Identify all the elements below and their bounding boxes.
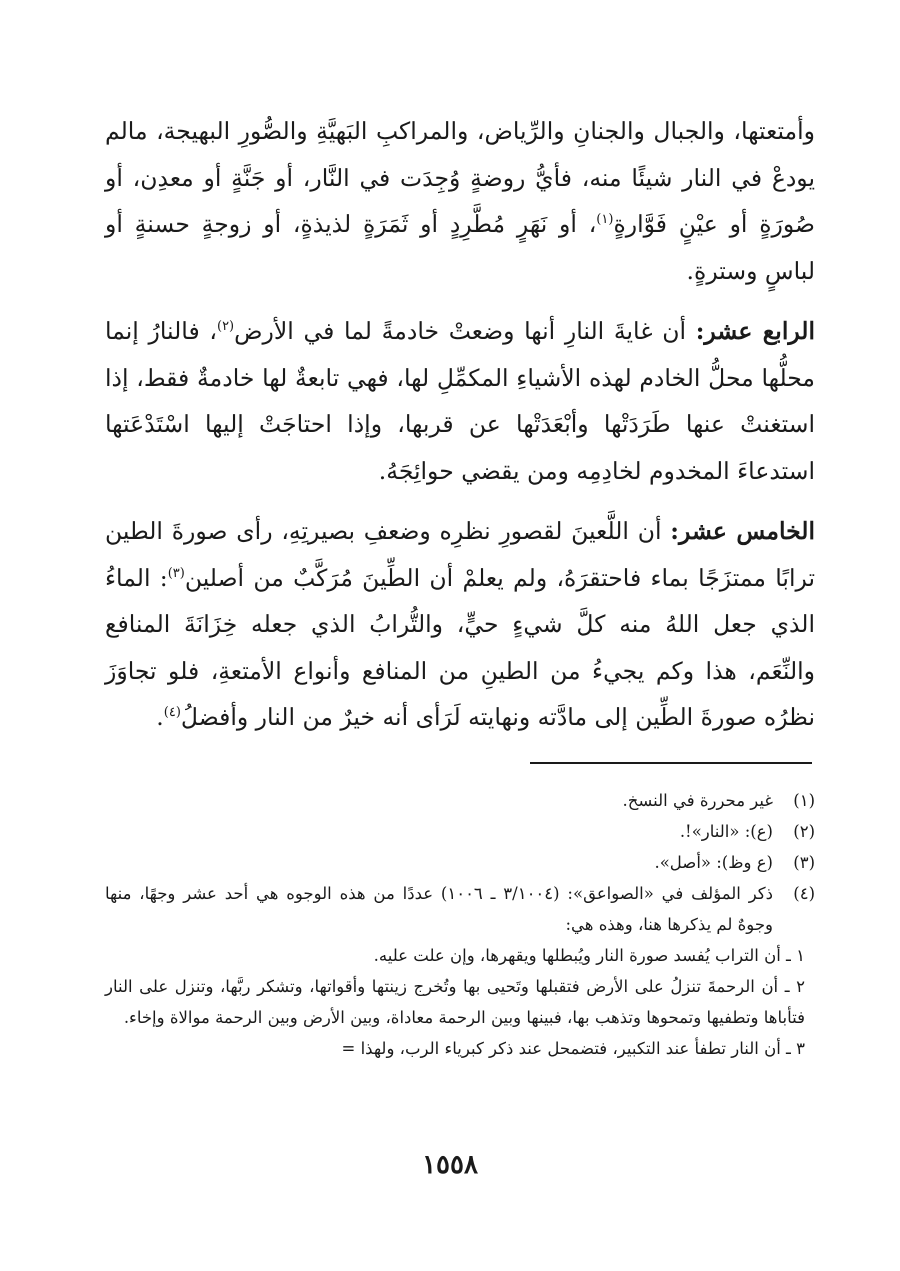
footnote-ref-3[interactable]: (٣) <box>167 565 185 581</box>
footnote-1 <box>105 785 815 816</box>
footnote-ref-2[interactable]: (٢) <box>216 319 235 335</box>
footnote-ref-4[interactable]: (٤) <box>163 705 181 721</box>
footnote-text: ذكر المؤلف في «الصواعق»: (٣/١٠٠٤ ـ ١٠٠٦) عددًا من هذه الوجوه هي أحد عشر وجهًا، منها وجوهٌ لم يذكرها هنا، وهذه هي: <box>105 884 773 934</box>
footnote-4 <box>105 878 815 940</box>
footnote-number: (١) <box>793 791 815 810</box>
paragraph-1 <box>105 108 815 294</box>
footnote-divider <box>530 762 812 764</box>
footnote-text: (ع وظ): «أصل». <box>654 853 773 872</box>
paragraph-3 <box>105 508 815 741</box>
page-number: ١٥٥٨ <box>422 1150 478 1180</box>
paragraph-3-end: . <box>156 703 164 731</box>
footnote-number: (٤) <box>793 884 815 903</box>
paragraph-2-text-a: أن غايةَ النارِ أنها وضعتْ خادمةً لما في الأرض <box>234 317 696 345</box>
footnotes <box>105 785 815 1064</box>
footnote-4-item-1: ١ ـ أن التراب يُفسد صورة النار ويُبطلها ويقهرها، وإن علت عليه. <box>373 946 805 965</box>
main-text <box>105 108 815 741</box>
footnote-4-item-2: ٢ ـ أن الرحمةَ تنزلُ على الأرض فتقبلها وتَحيى بها وتُخرج زينتها وأقواتها، وتشكر ربَّها، وتنزل على النار فتأباها وتطفيها وتمحوها وتذهب بها، فبينها وبين الرحمة معاداة، وبين الأرض وبين الرحمة موالاة وإخاء. <box>105 977 805 1027</box>
footnote-number: (٣) <box>793 853 815 872</box>
paragraph-3-text-b: : الماءُ الذي جعل اللهُ منه كلَّ شيءٍ حيٍّ، والتُّرابُ الذي جعله خِزَانَةَ المنافع والنِّعَم، هذا وكم يجيءُ من الطينِ من المنافع وأنواع الأمتعةِ، فلو تجاوَزَ نظرُه صورةَ الطِّين إلى مادَّته ونهايته لَرَأى أنه خيرٌ من النار وأفضلُ <box>105 563 815 731</box>
footnote-text: غير محررة في النسخ. <box>622 791 773 810</box>
footnote-number: (٢) <box>793 822 815 841</box>
paragraph-2 <box>105 308 815 494</box>
footnote-ref-1[interactable]: (١) <box>596 212 614 228</box>
paragraph-1-tail: ، أو نَهَرٍ مُطَّرِدٍ أو ثَمَرَةٍ لذيذةٍ، أو زوجةٍ حسنةٍ أو لباسٍ وسترةٍ. <box>105 210 815 285</box>
footnote-3 <box>105 847 815 878</box>
footnote-2 <box>105 816 815 847</box>
paragraph-3-text-a: أن اللَّعينَ لقصورِ نظرِه وضعفِ بصيرتِهِ، رأى صورةَ الطين ترابًا ممتزَجًا بماء فاحتقرَهُ، ولم يعلمْ أن الطِّينَ مُرَكَّبٌ من أصلين <box>105 517 816 592</box>
paragraph-2-text-b: ، فالنارُ إنما محلُّها محلُّ الخادم لهذه الأشياءِ المكمِّلِ لها، فهي تابعةٌ لها خادمةٌ فقط، إذا استغنتْ عنها طَرَدَتْها وأبْعَدَتْها عن قربها، وإذا احتاجَتْ إليها اسْتَدْعَتها استدعاءَ المخدوم لخادِمِه ومن يقضي حوائِجَهُ. <box>105 317 815 485</box>
footnote-4-item-3: ٣ ـ أن النار تطفأ عند التكبير، فتضمحل عند ذكر كبرياء الرب، ولهذا = <box>341 1039 805 1058</box>
footnote-text: (ع): «النار»!. <box>679 822 773 841</box>
paragraph-1-text: وأمتعتها، والجبال والجنانِ والرِّياض، والمراكبِ البَهيَّةِ والصُّورِ البهيجة، مالم يودعْ في النار شيئًا منه، فأيُّ روضةٍ وُجِدَت في النَّار، أو جَنَّةٍ أو معدِن، أو صُورَةٍ أو عيْنٍ فَوَّارةٍ <box>105 117 816 238</box>
section-heading-fourteenth: الرابع عشر: <box>695 317 815 345</box>
section-heading-fifteenth: الخامس عشر: <box>670 517 815 545</box>
